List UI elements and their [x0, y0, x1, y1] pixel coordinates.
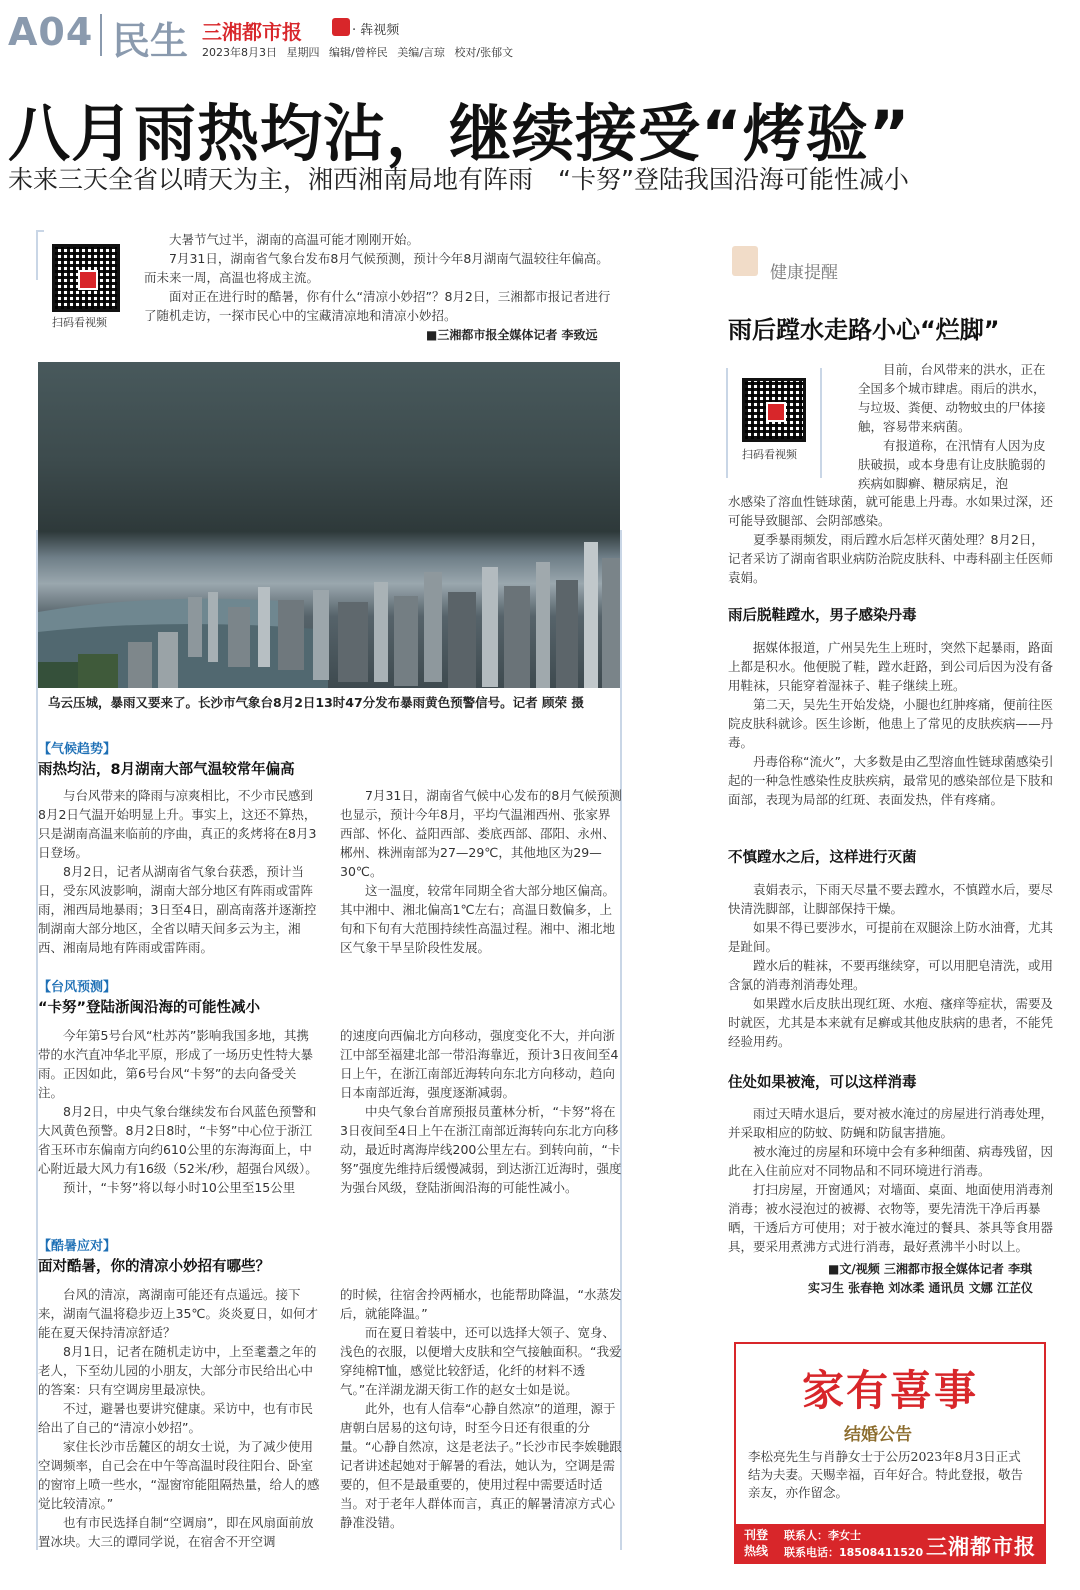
wedding-ad [734, 1342, 1046, 1564]
health-credit-2: 实习生 张春艳 刘冰柔 通讯员 文娜 江芷仪 [808, 1281, 1033, 1295]
article-paragraph: 台风的清凉，离湖南可能还有点遥远。接下来，湖南气温将稳步迈上35℃。炎炎夏日，如何才能在夏天保持清凉舒适？ [38, 1287, 318, 1340]
proofreader: 校对/张郁文 [454, 46, 514, 59]
article-paragraph: 袁娟表示，下雨天尽量不要去蹚水，不慎蹚水后，要尽快清洗脚部，让脚部保持干燥。 [728, 882, 1054, 916]
masthead-divider [100, 14, 102, 56]
headline: 八月雨热均沾，继续接受“烤验” [8, 97, 911, 170]
subheadline: 未来三天全省以晴天为主，湘西湘南局地有阵雨 “卡努”登陆我国沿海可能性减小 [8, 165, 909, 194]
intro-qr[interactable] [52, 244, 120, 312]
article-paragraph: 夏季暴雨频发，雨后蹚水后怎样灭菌处理？8月2日，记者采访了湖南省职业病防治院皮肤科、中毒科副主任医师袁娟。 [728, 532, 1054, 585]
health-article-title: 雨后蹚水走路小心“烂脚” [728, 316, 1000, 344]
weekday: 星期四 [286, 46, 320, 59]
frame-line [36, 230, 44, 232]
issue-date: 2023年8月3日 [202, 46, 277, 59]
storm-photo [38, 362, 620, 688]
article-paragraph: 而在夏日着装中，还可以选择大领子、宽身、浅色的衣服，以便增大皮肤和空气接触面积。“我爱穿纯棉T恤，感觉比较舒适，化纤的材料不透气。”在洋湖龙湖天街工作的赵女士如是说。 [340, 1325, 622, 1397]
article-paragraph: 中央气象台首席预报员董林分析，“卡努”将在3日夜间至4日上午在浙江南部近海转向东北方向移动，最近时离海岸线200公里左右。到转向前，“卡努”强度先维持后缓慢减弱，到达浙江近海时，强度为强台风级，登陆浙闽沿海的可能性减小。 [340, 1104, 622, 1195]
section-heat-col-left [38, 1285, 320, 1551]
article-paragraph: 的时候，往宿舍拎两桶水，也能帮助降温，“水蒸发后，就能降温。” [340, 1287, 622, 1321]
article-paragraph: 预计，“卡努”将以每小时10公里至15公里 [63, 1180, 296, 1195]
article-paragraph: 8月2日，记者从湖南省气象台获悉，预计当日，受东风波影响，湖南大部分地区有阵雨或雷阵雨，湘西局地暴雨；3日至4日，副高南落并逐渐控制湖南大部分地区，全省以晴天间多云为主，湘西、湘南局地有阵雨或雷阵雨。 [38, 864, 317, 955]
contact-name: 联系人：李女士 [784, 1529, 861, 1542]
article-paragraph: 7月31日，湖南省气候中心发布的8月气候预测也显示，预计今年8月，平均气温湘西州、张家界西部、怀化、益阳西部、娄底西部、邵阳、永州、郴州、株洲南部为27—29℃，其他地区为29—30℃。 [340, 788, 622, 879]
masthead [0, 0, 1080, 70]
frame-line [36, 230, 38, 280]
section-climate-col-right [340, 786, 622, 957]
intro-paragraph: 大暑节气过半，湖南的高温可能才刚刚开始。 [169, 232, 420, 247]
health-subtitle-2: 不慎蹚水之后，这样进行灭菌 [728, 850, 917, 866]
article-paragraph: 今年第5号台风“杜苏芮”影响我国多地，其携带的水汽直冲华北平原，形成了一场历史性特大暴雨。正因如此，第6号台风“卡努”的去向备受关注。 [38, 1028, 314, 1100]
article-paragraph: 与台风带来的降雨与凉爽相比，不少市民感到8月2日气温开始明显上升。事实上，这还不算热，只是湖南高温来临前的序曲，真正的炙烤将在8月3日登场。 [38, 788, 317, 860]
photo-caption: 乌云压城，暴雨又要来了。长沙市气象台8月2日13时47分发布暴雨黄色预警信号。记者 顾荣 摄 [48, 695, 584, 710]
article-paragraph: 此外，也有人信奉“心静自然凉”的道理，源于唐朝白居易的这句诗，时至今日还有很重的分量。“心静自然凉，这是老法子。”长沙市民李娭毑跟记者讲述起她对于解暑的看法，她认为，空调是需要的，但不是最重要的，使用过程中需要适时适当。对于老年人群体而言，真正的解暑清凉方式心静准没错。 [340, 1401, 622, 1530]
health-intro-wide [728, 492, 1056, 587]
section-tag-typhoon: 【台风预测】 [38, 980, 117, 995]
intro-byline: ■三湘都市报全媒体记者 李致远 [426, 328, 598, 342]
health-subsection-1 [728, 638, 1056, 809]
section-typhoon-col-left [38, 1026, 320, 1197]
health-subsection-2 [728, 880, 1056, 1051]
article-paragraph: 蹚水后的鞋袜，不要再继续穿，可以用肥皂清洗，或用含氯的消毒剂消毒处理。 [728, 958, 1054, 992]
section-tag-climate: 【气候趋势】 [38, 742, 117, 757]
designer: 美编/言琼 [397, 46, 445, 59]
article-paragraph: 8月1日，记者在随机走访中，上至耄耋之年的老人，下至幼儿园的小朋友，大部分市民给出心中的答案：只有空调房里最凉快。 [38, 1344, 317, 1397]
section-name: 民生 [112, 19, 189, 63]
intro-text [144, 230, 620, 325]
section-title-climate: 雨热均沾，8月湖南大部气温较常年偏高 [38, 762, 295, 778]
article-paragraph: 家住长沙市岳麓区的胡女士说，为了减少使用空调频率，自己会在中午等高温时段往阳台、卧室的窗帘上喷一些水，“湿窗帘能阻隔热量，给人的感觉比较清凉。” [38, 1439, 320, 1511]
article-paragraph: 也有市民选择自制“空调扇”，即在风扇面前放置冰块。大三的谭同学说，在宿舍不开空调 [38, 1515, 314, 1549]
article-paragraph: 打扫房屋，开窗通风；对墙面、桌面、地面使用消毒剂消毒；被水浸泡过的被褥、衣物等，要先清洗干净后再暴晒，干透后方可使用；对于被水淹过的餐具、茶具等食用器具，要采用煮沸方式进行消毒，最好煮沸半小时以上。 [728, 1182, 1054, 1254]
frame-line [726, 368, 728, 478]
health-subtitle-3: 住处如果被淹，可以这样消毒 [728, 1075, 917, 1091]
wedding-ad-text: 李松亮先生与肖静女士于公历2023年8月3日正式结为夫妻。天赐幸福，百年好合。特此登报，敬告亲友，亦作留念。 [748, 1449, 1024, 1500]
article-paragraph: 如果不得已要涉水，可提前在双腿涂上防水油膏，尤其是趾间。 [728, 920, 1054, 954]
section-title-heat: 面对酷暑，你的清凉小妙招有哪些？ [38, 1259, 270, 1275]
section-heat-col-right [340, 1285, 622, 1532]
article-paragraph: 不过，避暑也要讲究健康。采访中，也有市民给出了自己的“清凉小妙招”。 [38, 1401, 314, 1435]
intro-paragraph: 面对正在进行时的酷暑，你有什么“清凉小妙招”？8月2日，三湘都市报记者进行了随机走访，一探市民心中的宝藏清凉地和清凉小妙招。 [144, 289, 611, 323]
article-paragraph: 被水淹过的房屋和环境中会有多种细菌、病毒残留，因此在入住前应对不同物品和不同环境进行消毒。 [728, 1144, 1054, 1178]
health-intro-narrow [858, 360, 1056, 493]
article-paragraph: 8月2日，中央气象台继续发布台风蓝色预警和大风黄色预警。8月2日8时，“卡努”中心位于浙江省玉环市东偏南方向约610公里的东海海面上，中心附近最大风力有16级（52米/秒，超强台风级）。 [38, 1104, 318, 1176]
article-paragraph: 如果蹚水后皮肤出现红斑、水疱、瘙痒等症状，需要及时就医，尤其是本来就有足癣或其他皮肤病的患者，不能凭经验用药。 [728, 996, 1054, 1049]
page-number: A04 [8, 10, 94, 54]
article-paragraph: 的速度向西偏北方向移动，强度变化不大，并向浙江中部至福建北部一带沿海靠近，预计3日夜间至4日上午，在浙江南部近海转向东北方向移动，趋向日本南部近海，强度逐渐减弱。 [340, 1028, 619, 1100]
masthead-info [202, 44, 513, 60]
section-typhoon-col-right [340, 1026, 622, 1197]
health-credit: ■文/视频 三湘都市报全媒体记者 李琪 [828, 1262, 1033, 1276]
article-paragraph: 水感染了溶血性链球菌，就可能患上丹毒。水如果过深，还可能导致腿部、会阴部感染。 [728, 494, 1054, 528]
contact-phone: 联系电话：18508411520 [784, 1546, 924, 1559]
wedding-ad-title: 家有喜事 [802, 1366, 979, 1415]
video-logo-icon [332, 18, 350, 36]
qr-code-icon [52, 244, 120, 312]
health-label: 健康提醒 [770, 263, 838, 283]
article-paragraph: 第二天，吴先生开始发烧，小腿也红肿疼痛，便前往医院皮肤科就诊。医生诊断，他患上了常见的皮肤疾病——丹毒。 [728, 697, 1054, 750]
health-qr-caption: 扫码看视频 [742, 448, 797, 461]
article-paragraph: 有报道称，在汛情有人因为皮肤破损，或本身患有让皮肤脆弱的疾病如脚癣、糖尿病足，泡 [858, 438, 1046, 491]
article-paragraph: 据媒体报道，广州吴先生上班时，突然下起暴雨，路面上都是积水。他便脱了鞋，蹚水赶路，到公司后因为没有备用鞋袜，只能穿着湿袜子、鞋子继续上班。 [728, 640, 1054, 693]
article-paragraph: 雨过天晴水退后，要对被水淹过的房屋进行消毒处理，并采取相应的防蚊、防蝇和防鼠害措施。 [728, 1106, 1054, 1140]
section-climate-col-left [38, 786, 320, 957]
article-paragraph: 这一温度，较常年同期全省大部分地区偏高。其中湘中、湘北偏高1℃左右；高温日数偏多，上旬和下旬有大范围持续性高温过程。湘中、湘北地区气象干旱呈阶段性发展。 [340, 883, 616, 955]
qr-code-icon [742, 378, 806, 442]
section-tag-heat: 【酷暑应对】 [38, 1239, 117, 1254]
frame-line [820, 368, 822, 478]
article-paragraph: 丹毒俗称“流火”，大多数是由乙型溶血性链球菌感染引起的一种急性感染性皮肤疾病，最常见的感染部位是下肢和面部，表现为局部的红斑、表面发热，伴有疼痛。 [728, 754, 1054, 807]
section-title-typhoon: “卡努”登陆浙闽沿海的可能性减小 [38, 1000, 261, 1016]
paper-name: 三湘都市报 [202, 20, 302, 44]
hotline-label: 刊登热线 [744, 1528, 769, 1558]
intro-paragraph: 7月31日，湖南省气象台发布8月气候预测，预计今年8月湖南气温较往年偏高。而未来一周，高温也将成主流。 [144, 251, 609, 285]
intro-qr-caption: 扫码看视频 [52, 316, 107, 329]
wedding-ad-footer [736, 1524, 1044, 1562]
editor: 编辑/曾梓民 [329, 46, 388, 59]
city-skyline [38, 362, 620, 688]
wedding-ad-subtitle: 结婚公告 [844, 1425, 912, 1445]
ad-paper-logo: 三湘都市报 [926, 1535, 1036, 1559]
article-paragraph: 目前，台风带来的洪水，正在全国多个城市肆虐。雨后的洪水，与垃圾、粪便、动物蚊虫的尸体接触，容易带来病菌。 [858, 362, 1046, 434]
health-subsection-3 [728, 1104, 1056, 1256]
video-badge: · 犇视频 [352, 23, 400, 38]
health-qr[interactable] [742, 378, 806, 442]
health-subtitle-1: 雨后脱鞋蹚水，男子感染丹毒 [728, 608, 917, 624]
speech-bubble-icon [732, 246, 758, 276]
